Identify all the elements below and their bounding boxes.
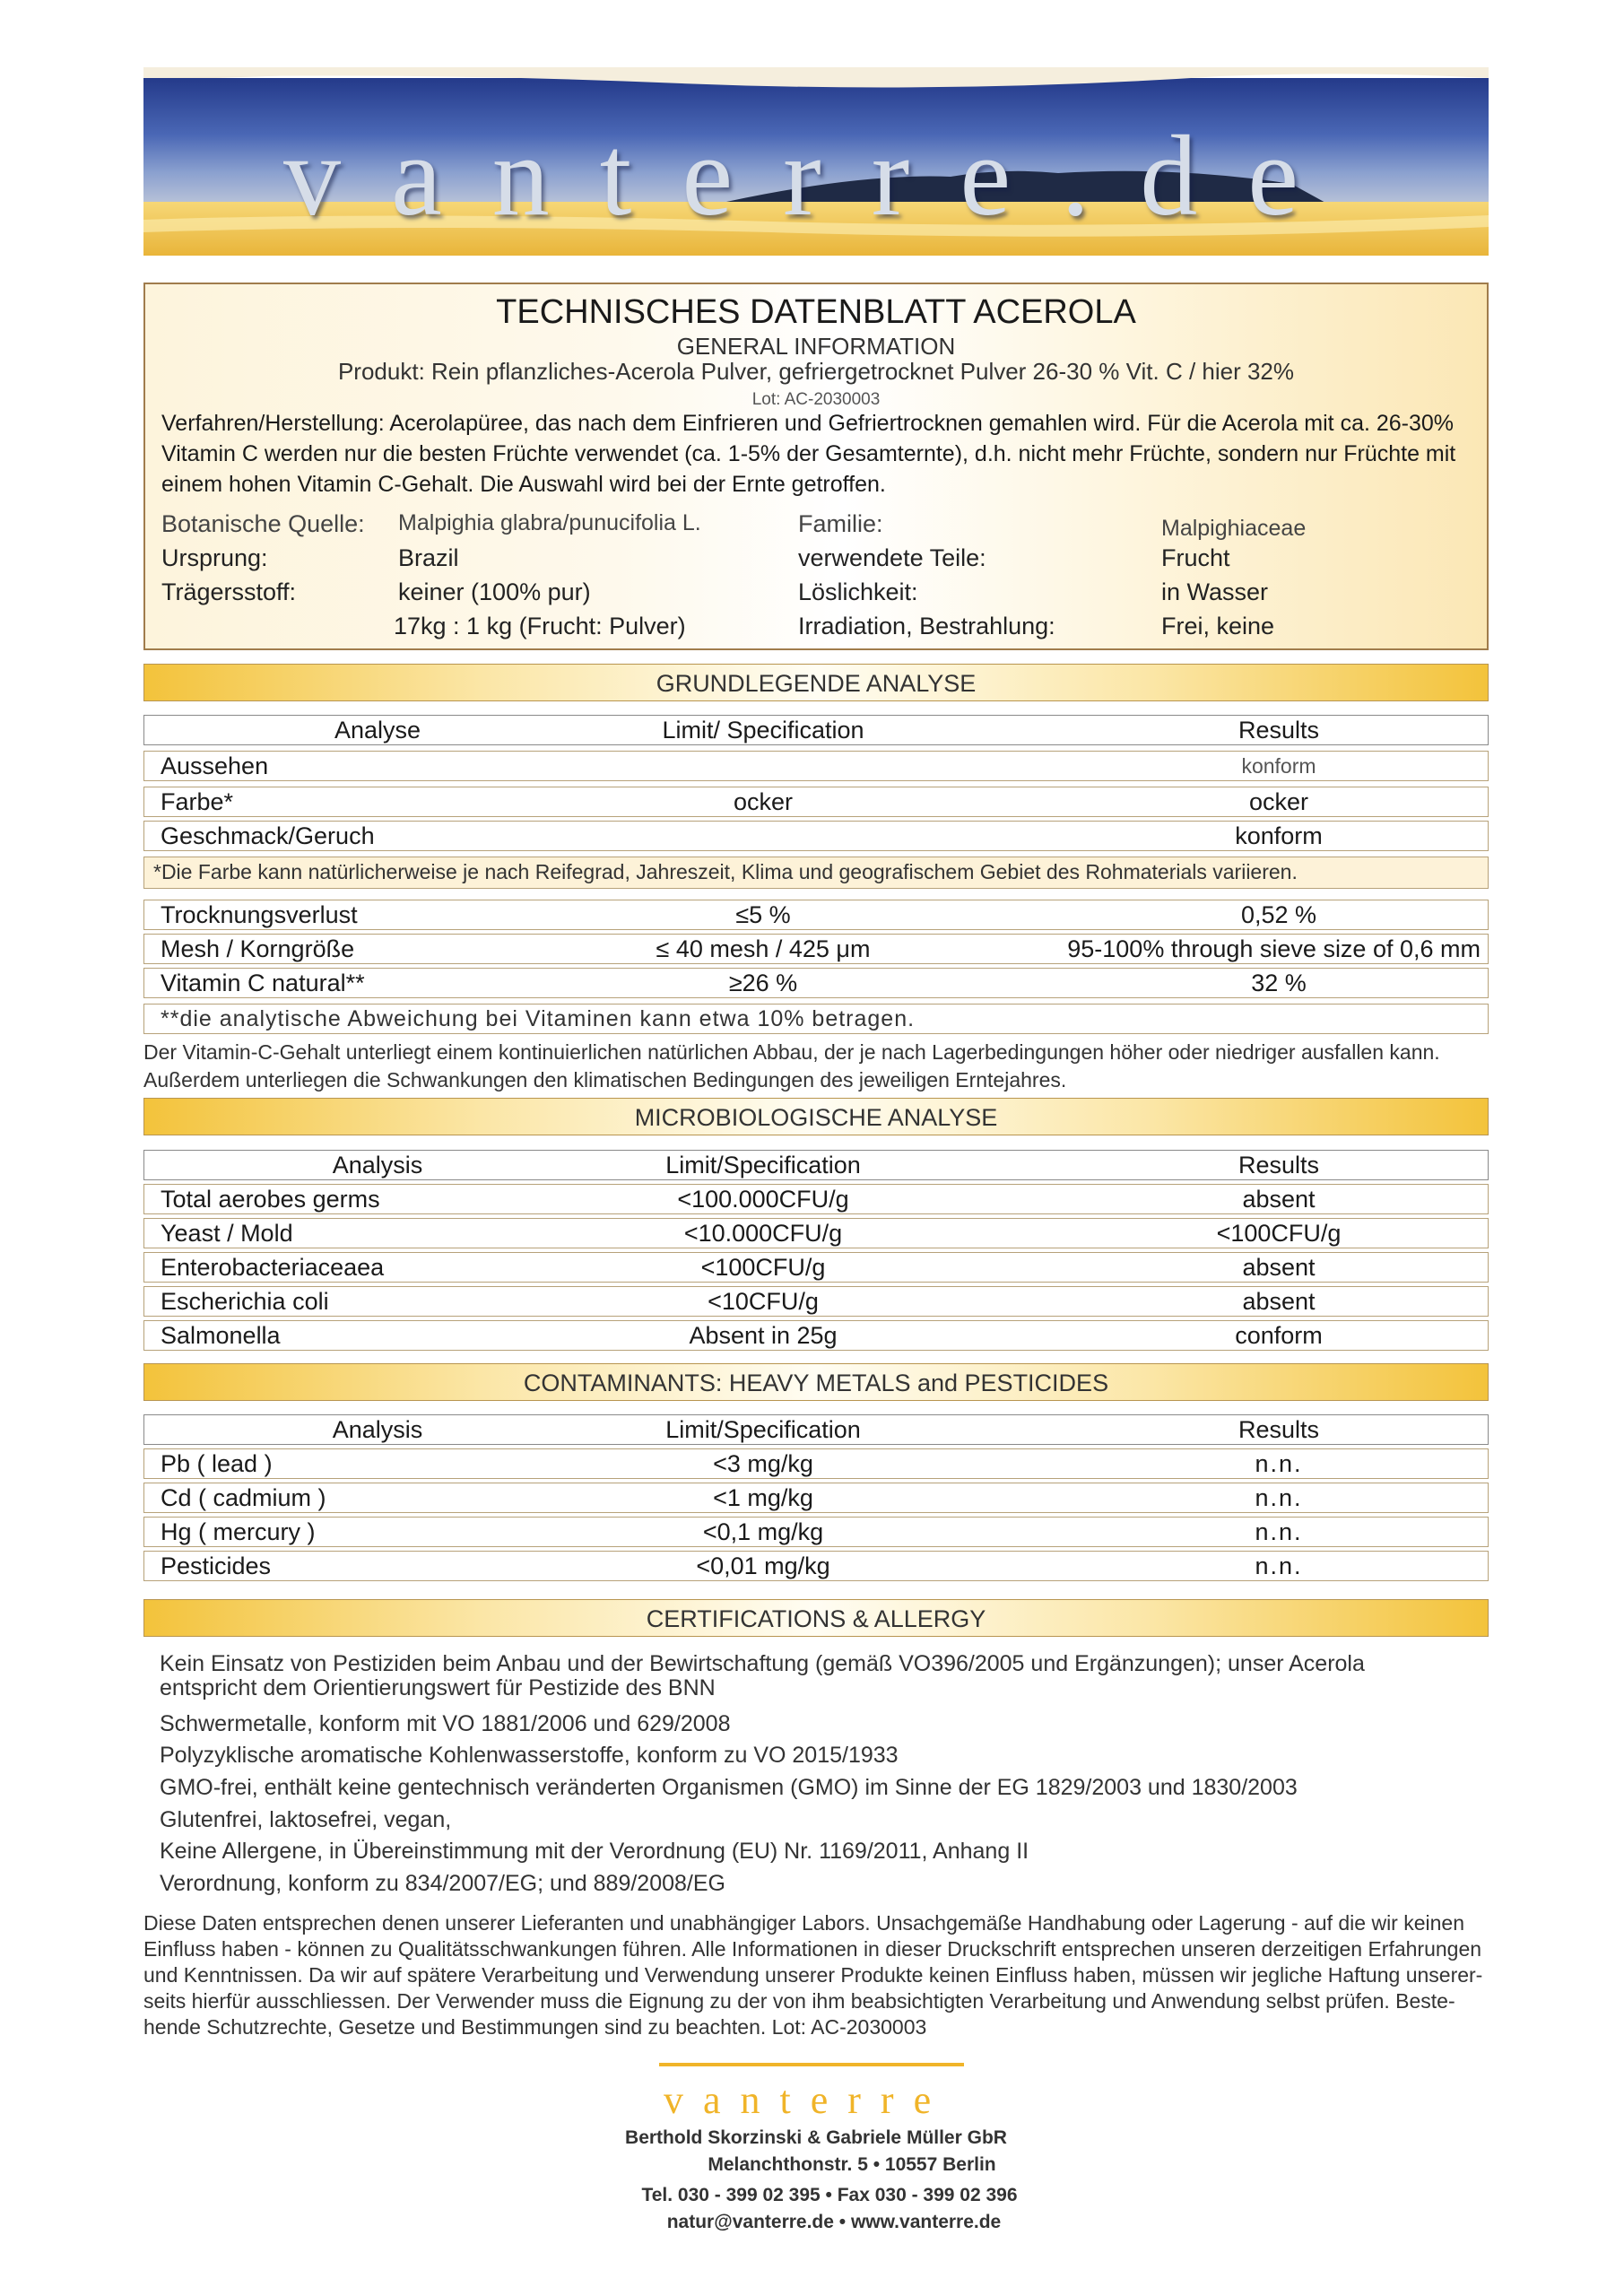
color-note: *Die Farbe kann natürlicherweise je nach Reifegrad, Jahreszeit, Klima und geografischem Gebiet des Rohmaterials variieren.: [153, 860, 1298, 883]
analysis-spec: <0,1 mg/kg: [702, 1518, 824, 1545]
analysis-name: Escherichia coli: [161, 1288, 329, 1315]
solubility-value: in Wasser: [1161, 578, 1269, 605]
certifications-header: CERTIFICATIONS & ALLERGY: [143, 1599, 1489, 1637]
table-row: [143, 1286, 1489, 1317]
company-address: Melanchthonstr. 5 • 10557 Berlin: [708, 2154, 996, 2175]
analysis-result: n.n.: [1255, 1484, 1303, 1511]
column-header: Limit/ Specification: [662, 717, 864, 744]
irradiation-label: Irradiation, Bestrahlung:: [798, 613, 1055, 639]
family-label: Familie:: [798, 510, 883, 537]
contaminants-table-header: [143, 1414, 1489, 1445]
carrier-value: keiner (100% pur): [398, 578, 591, 605]
analysis-name: Salmonella: [161, 1322, 281, 1349]
cert-item: Kein Einsatz von Pestiziden beim Anbau und der Bewirtschaftung (gemäß VO396/2005 und Ergänzungen); unser Acerola: [160, 1651, 1365, 1676]
logo-divider: [659, 2063, 964, 2066]
table-row: [143, 968, 1489, 998]
basic-analysis-header: GRUNDLEGENDE ANALYSE: [143, 664, 1489, 701]
column-header: Results: [1238, 1416, 1320, 1443]
cert-item: Polyzyklische aromatische Kohlenwasserstoffe, konform zu VO 2015/1933: [160, 1743, 899, 1768]
lot-number: Lot: AC-2030003: [751, 390, 881, 409]
disclaimer-line: hende Schutzrechte, Gesetze und Bestimmungen sind zu beachten. Lot: AC-2030003: [143, 2015, 927, 2039]
table-row: [143, 1517, 1489, 1547]
analysis-spec: ≤ 40 mesh / 425 μm: [656, 935, 871, 962]
analysis-name: Pesticides: [161, 1552, 272, 1579]
irradiation-value: Frei, keine: [1161, 613, 1275, 639]
process-description: Verfahren/Herstellung: Acerolapüree, das nach dem Einfrieren und Gefriertrocknen gemahlen wird. Für die Acerola mit ca. 26-30% Vitamin C werden nur die besten Früchte verwendet (ca. 1-5% der Gesamternte), d.h. nicht mehr Früchte, sondern nur Früchte mit einem hohen Vitamin C-Gehalt. Die Auswahl wird bei der Ernte getroffen.: [161, 411, 1456, 497]
analysis-result: absent: [1242, 1254, 1316, 1281]
origin-value: Brazil: [398, 544, 459, 571]
analysis-spec: <100.000CFU/g: [677, 1186, 849, 1213]
analysis-spec: <10CFU/g: [708, 1288, 819, 1315]
analysis-result: conform: [1235, 1322, 1323, 1349]
table-row: [143, 1448, 1489, 1479]
analysis-result: 32 %: [1251, 970, 1307, 996]
contaminants-header: CONTAMINANTS: HEAVY METALS and PESTICIDES: [143, 1363, 1489, 1401]
analysis-spec: <10.000CFU/g: [683, 1220, 843, 1247]
ratio-value: 17kg : 1 kg (Frucht: Pulver): [394, 613, 686, 639]
disclaimer-line: seits hierfür ausschliessen. Der Verwender muss die Eignung zu der von ihm beabsichtigten Verarbeitung und Anwendung selbst prüfen. Beste-: [143, 1989, 1455, 2013]
table-row: [143, 1483, 1489, 1513]
disclaimer-line: Diese Daten entsprechen denen unserer Lieferanten und unabhängiger Labors. Unsachgemäße Handhabung oder Lagerung - auf die wir keinen: [143, 1911, 1465, 1935]
column-header: Results: [1238, 1152, 1320, 1178]
analysis-name: Total aerobes germs: [161, 1186, 380, 1213]
analysis-name: Vitamin C natural**: [161, 970, 365, 996]
vitamin-note: **die analytische Abweichung bei Vitaminen kann etwa 10% betragen.: [161, 1006, 916, 1031]
product-description: Produkt: Rein pflanzliches-Acerola Pulver, gefriergetrocknet Pulver 26-30 % Vit. C / hier 32%: [337, 358, 1295, 385]
analysis-result: konform: [1235, 822, 1323, 849]
general-information-box: [143, 283, 1489, 650]
analysis-name: Mesh / Korngröße: [161, 935, 355, 962]
analysis-name: Aussehen: [161, 752, 269, 779]
analysis-result: konform: [1241, 754, 1316, 778]
column-header: Results: [1238, 717, 1320, 744]
vitamin-note-row: [143, 1004, 1489, 1034]
analysis-result: n.n.: [1255, 1450, 1303, 1477]
analysis-spec: ≤5 %: [735, 901, 791, 928]
analysis-name: Enterobacteriaceaea: [161, 1254, 385, 1281]
analysis-result: absent: [1242, 1186, 1316, 1213]
footer-logo: vanterre: [664, 2078, 951, 2122]
table-row: [143, 934, 1489, 964]
analysis-result: absent: [1242, 1288, 1316, 1315]
table-row: [143, 1320, 1489, 1351]
analysis-name: Yeast / Mold: [161, 1220, 293, 1247]
column-header: Analysis: [332, 1152, 423, 1178]
disclaimer-line: und Kenntnissen. Da wir auf spätere Verarbeitung und Verwendung unserer Produkte keinen Einfluss haben, müssen wir jegliche Haftung unserer-: [143, 1963, 1483, 1987]
table-row: [143, 1184, 1489, 1214]
cert-item: entspricht dem Orientierungswert für Pestizide des BNN: [160, 1675, 716, 1700]
analysis-result: <100CFU/g: [1216, 1220, 1342, 1247]
analysis-spec: <0,01 mg/kg: [696, 1552, 830, 1579]
company-web: natur@vanterre.de • www.vanterre.de: [666, 2212, 1002, 2232]
column-header: Limit/Specification: [665, 1416, 861, 1443]
table-row: [143, 787, 1489, 817]
parts-label: verwendete Teile:: [798, 544, 986, 571]
analysis-result: 95-100% through sieve size of 0,6 mm: [1067, 935, 1481, 962]
origin-label: Ursprung:: [161, 544, 268, 571]
company-name: Berthold Skorzinski & Gabriele Müller GbR: [625, 2127, 1007, 2148]
analysis-name: Farbe*: [161, 788, 234, 815]
analysis-spec: <100CFU/g: [700, 1254, 826, 1281]
cert-item: Verordnung, konform zu 834/2007/EG; und 889/2008/EG: [160, 1871, 725, 1896]
banner-logo-text: vanterre.de: [282, 112, 1350, 239]
analysis-result: ocker: [1248, 788, 1309, 815]
table-row: [143, 821, 1489, 851]
column-header: Analysis: [332, 1416, 423, 1443]
botanical-value: Malpighia glabra/punucifolia L.: [398, 510, 701, 535]
analysis-result: 0,52 %: [1240, 901, 1317, 928]
botanical-label: Botanische Quelle:: [161, 510, 365, 537]
table-row: [143, 1551, 1489, 1581]
analysis-spec: <3 mg/kg: [713, 1450, 813, 1477]
color-note-row: [143, 857, 1489, 889]
cert-item: Keine Allergene, in Übereinstimmung mit der Verordnung (EU) Nr. 1169/2011, Anhang II: [160, 1839, 1029, 1864]
page-title: TECHNISCHES DATENBLATT ACEROLA: [496, 293, 1136, 331]
solubility-label: Löslichkeit:: [798, 578, 918, 605]
micro-analysis-header: MICROBIOLOGISCHE ANALYSE: [143, 1098, 1489, 1135]
table-row: [143, 751, 1489, 781]
parts-value: Frucht: [1161, 544, 1230, 571]
header-banner: [143, 67, 1489, 256]
cert-item: Glutenfrei, laktosefrei, vegan,: [160, 1807, 452, 1832]
analysis-result: n.n.: [1255, 1552, 1303, 1579]
column-header: Analyse: [334, 717, 421, 744]
table-row: [143, 1218, 1489, 1248]
table-row: [143, 1252, 1489, 1283]
analysis-spec: Absent in 25g: [689, 1322, 838, 1349]
cert-item: Schwermetalle, konform mit VO 1881/2006 und 629/2008: [160, 1711, 731, 1736]
decay-note-line-2: Außerdem unterliegen die Schwankungen den klimatischen Bedingungen des jeweiligen Erntejahres.: [143, 1068, 1067, 1091]
decay-note-line-1: Der Vitamin-C-Gehalt unterliegt einem kontinuierlichen natürlichen Abbau, der je nach Lagerbedingungen höher oder niedriger ausfallen kann.: [143, 1040, 1440, 1064]
analysis-name: Hg ( mercury ): [161, 1518, 316, 1545]
analysis-spec: <1 mg/kg: [713, 1484, 813, 1511]
analysis-name: Geschmack/Geruch: [161, 822, 375, 849]
company-phone: Tel. 030 - 399 02 395 • Fax 030 - 399 02 396: [641, 2185, 1018, 2205]
family-value: Malpighiaceae: [1161, 516, 1307, 541]
column-header: Limit/Specification: [665, 1152, 861, 1178]
analysis-name: Trocknungsverlust: [161, 901, 358, 928]
analysis-spec: ocker: [733, 788, 794, 815]
disclaimer-line: Einfluss haben - können zu Qualitätsschwankungen führen. Alle Informationen in dieser Druckschrift entsprechen unseren derzeitigen Erfahrungen: [143, 1937, 1482, 1961]
analysis-name: Pb ( lead ): [161, 1450, 273, 1477]
micro-table-header: [143, 1150, 1489, 1180]
analysis-name: Cd ( cadmium ): [161, 1484, 326, 1511]
analysis-spec: ≥26 %: [728, 970, 798, 996]
section-subtitle: GENERAL INFORMATION: [676, 333, 956, 360]
basic-table-header: [143, 715, 1489, 745]
table-row: [143, 900, 1489, 930]
carrier-label: Trägersstoff:: [161, 578, 297, 605]
analysis-result: n.n.: [1255, 1518, 1303, 1545]
cert-item: GMO-frei, enthält keine gentechnisch veränderten Organismen (GMO) im Sinne der EG 1829/2003 und 1830/2003: [160, 1775, 1298, 1800]
